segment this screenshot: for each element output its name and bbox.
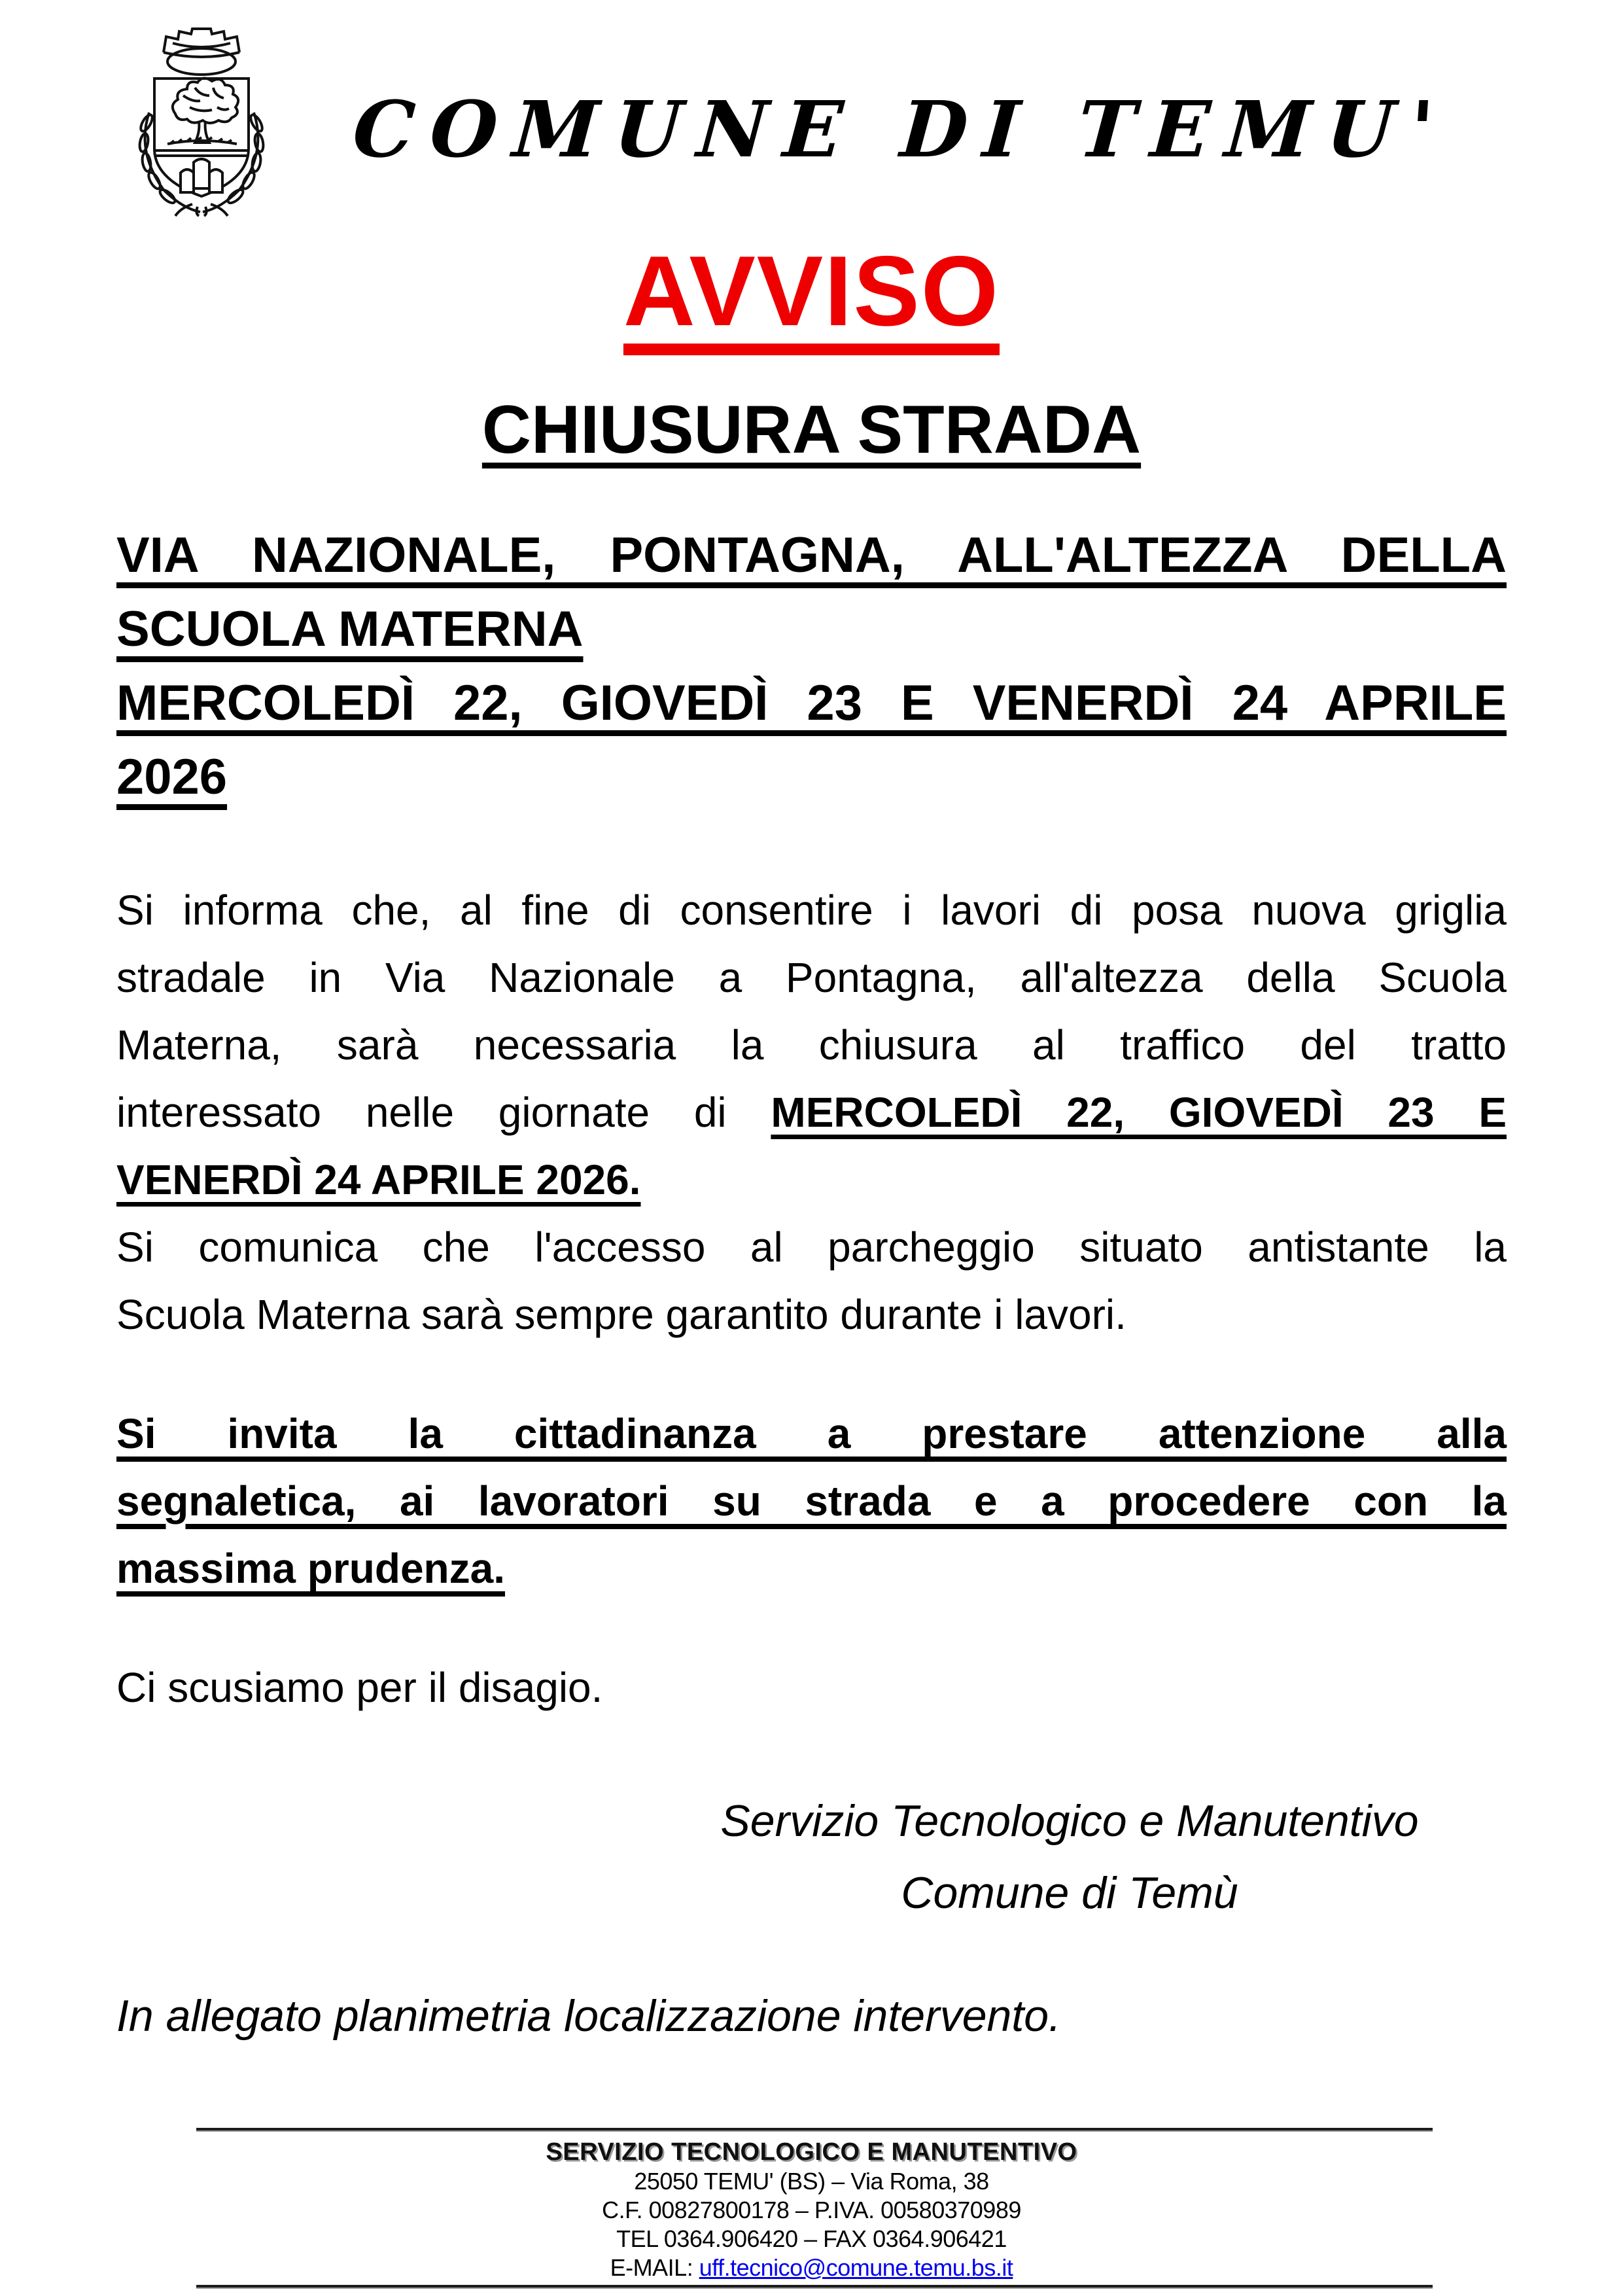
signature-block	[625, 1785, 1514, 1929]
heading-line: SCUOLA MATERNA	[116, 601, 584, 657]
apology-line: Ci scusiamo per il disagio.	[116, 1664, 603, 1711]
footer-fiscal-codes: C.F. 00827800178 – P.IVA. 00580370989	[602, 2197, 1021, 2223]
body-line: stradale in Via Nazionale a Pontagna, all'altezza della Scuola	[116, 954, 1507, 1001]
closure-dates-emphasis: VENERDÌ 24 APRILE 2026.	[116, 1156, 641, 1203]
body-line: Si informa che, al fine di consentire i lavori di posa nuova griglia	[116, 887, 1507, 934]
closure-dates-emphasis: MERCOLEDÌ 22, GIOVEDÌ 23 E	[771, 1089, 1507, 1136]
warning-line: massima prudenza.	[116, 1545, 505, 1592]
signature-office: Servizio Tecnologico e Manutentivo	[720, 1796, 1419, 1846]
warning-line: Si invita la cittadinanza a prestare attenzione alla	[116, 1410, 1507, 1457]
footer-phone-fax: TEL 0364.906420 – FAX 0364.906421	[616, 2225, 1007, 2252]
body-paragraph-closure-info	[116, 877, 1507, 1349]
heading-line: 2026	[116, 749, 228, 805]
body-line	[116, 1079, 1507, 1146]
municipality-name: COMUNE DI TEMU'	[350, 84, 1452, 175]
body-line: Si comunica che l'accesso al parcheggio situato antistante la	[116, 1224, 1507, 1271]
notice-subtitle-row	[0, 391, 1623, 469]
footer-email-row	[116, 2253, 1507, 2282]
location-date-heading	[116, 518, 1507, 814]
body-line: Scuola Materna sarà sempre garantito durante i lavori.	[116, 1291, 1126, 1338]
body-line	[116, 1146, 1507, 1214]
signature-municipality: Comune di Temù	[901, 1868, 1238, 1918]
municipal-coat-of-arms-icon	[130, 27, 273, 217]
footer-top-divider	[196, 2128, 1433, 2130]
footer-office-title: SERVIZIO TECNOLOGICO E MANUTENTIVO	[546, 2138, 1077, 2166]
heading-line: VIA NAZIONALE, PONTAGNA, ALL'ALTEZZA DELLA	[116, 527, 1507, 583]
footer-contact-block	[116, 2137, 1507, 2282]
heading-line: MERCOLEDÌ 22, GIOVEDÌ 23 E VENERDÌ 24 APRILE	[116, 675, 1507, 731]
warning-line: segnaletica, ai lavoratori su strada e a procedere con la	[116, 1477, 1507, 1525]
body-paragraph-caution-warning	[116, 1400, 1507, 1602]
body-line: Materna, sarà necessaria la chiusura al traffico del tratto	[116, 1021, 1507, 1069]
notice-title: AVVISO	[623, 236, 1000, 347]
notice-subtitle: CHIUSURA STRADA	[481, 392, 1142, 468]
email-label: E-MAIL:	[610, 2254, 699, 2281]
footer-bottom-divider	[196, 2285, 1433, 2287]
email-link[interactable]: uff.tecnico@comune.temu.bs.it	[699, 2254, 1013, 2281]
notice-title-row	[0, 234, 1623, 349]
footer-address: 25050 TEMU' (BS) – Via Roma, 38	[634, 2168, 989, 2195]
body-line-normal-part: interessato nelle giornate di	[116, 1089, 771, 1136]
attachment-note: In allegato planimetria localizzazione intervento.	[116, 1991, 1061, 2041]
